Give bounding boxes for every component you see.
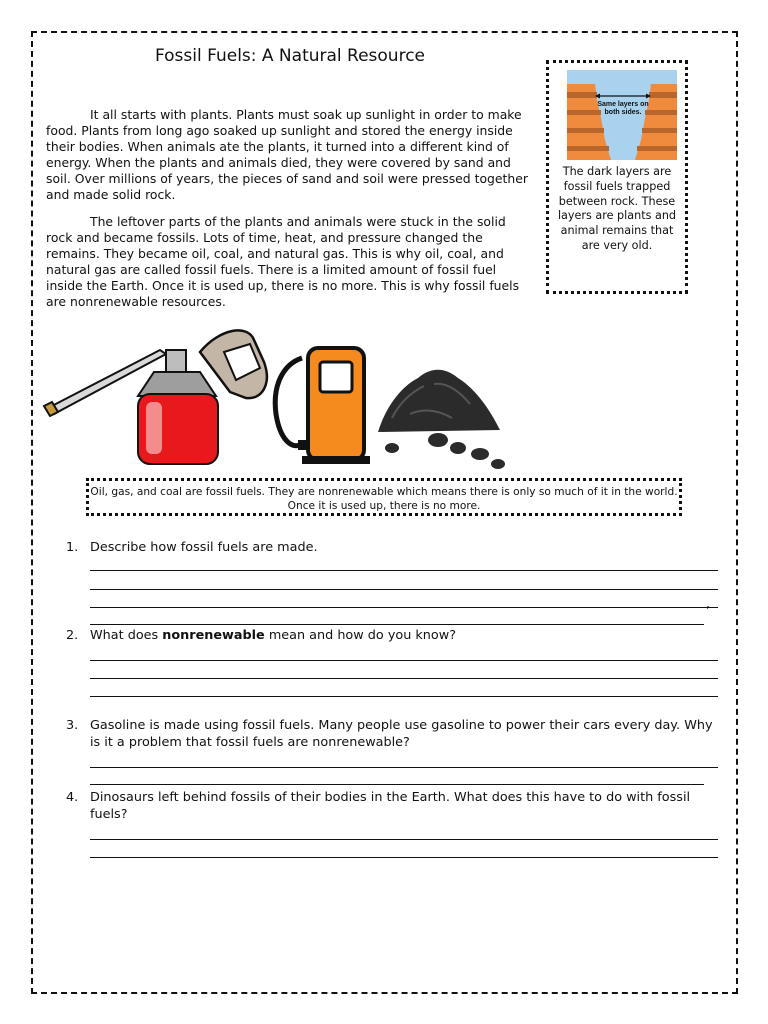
diagram-label-line2: both sides. xyxy=(604,109,642,116)
page-title: Fossil Fuels: A Natural Resource xyxy=(154,46,426,66)
question-number: 1. xyxy=(66,540,79,555)
answer-line[interactable] xyxy=(90,696,718,697)
answer-line[interactable] xyxy=(90,784,704,785)
answer-line[interactable] xyxy=(90,589,718,590)
answer-line[interactable] xyxy=(90,678,718,679)
question-3 xyxy=(66,717,720,751)
paragraph-1: It all starts with plants. Plants must soak up sunlight in order to make food. Plants from long ago soaked up sunlight and stored the energy inside their bodies. When animals ate the plants, it turned into a different kind of energy. When the plants and animals died, they were covered by sand and soil. Over millions of years, the pieces of sand and soil were pressed together and made solid rock. xyxy=(46,107,528,203)
question-text: Dinosaurs left behind fossils of their bodies in the Earth. What does this have to do with fossil fuels? xyxy=(90,790,691,822)
answer-line[interactable] xyxy=(90,660,718,661)
paragraph-2: The leftover parts of the plants and animals were stuck in the solid rock and became fossils. Lots of time, heat, and pressure changed the remains. They became oil, coal, and natural gas. This is why oil, coal, and natural gas are called fossil fuels. There is a limited amount of fossil fuel inside the Earth. Once it is used up, there is no more. This is why fossil fuels are nonrenewable resources. xyxy=(46,213,520,310)
question-text-part: What does xyxy=(90,628,163,643)
question-text: Describe how fossil fuels are made. xyxy=(90,540,318,555)
answer-line[interactable] xyxy=(90,839,718,840)
rock-layers-diagram xyxy=(567,70,677,160)
sidebar-caption: The dark layers are fossil fuels trapped between rock. These layers are plants and animal remains that are very old. xyxy=(557,165,677,252)
question-text: Gasoline is made using fossil fuels. Many people use gasoline to power their cars every day. Why is it a problem that fossil fuels are nonrenewable? xyxy=(90,718,713,750)
stray-mark: ’ xyxy=(706,604,710,618)
question-1 xyxy=(66,539,720,556)
keyword-bold: nonrenewable xyxy=(162,628,265,643)
coal-pile-icon xyxy=(378,370,505,469)
question-2 xyxy=(66,627,720,644)
oil-can-icon xyxy=(44,330,267,464)
fossil-fuel-illustrations xyxy=(40,322,520,472)
answer-line[interactable] xyxy=(90,857,718,858)
gas-pump-icon xyxy=(275,348,370,464)
answer-line[interactable] xyxy=(90,570,718,571)
question-number: 4. xyxy=(66,790,79,805)
question-text xyxy=(90,627,720,644)
answer-line[interactable] xyxy=(90,624,704,625)
answer-line[interactable] xyxy=(90,607,718,608)
question-text-part: mean and how do you know? xyxy=(264,628,457,643)
sidebar-box xyxy=(546,60,688,294)
question-4 xyxy=(66,789,720,823)
diagram-label-line1: Same layers on xyxy=(597,101,649,108)
note-box: Oil, gas, and coal are fossil fuels. They are nonrenewable which means there is only so much of it in the world. Once it is used up, there is no more. xyxy=(86,478,682,516)
question-number: 2. xyxy=(66,628,79,643)
intro-text xyxy=(46,107,530,320)
answer-line[interactable] xyxy=(90,767,718,768)
question-number: 3. xyxy=(66,718,79,733)
